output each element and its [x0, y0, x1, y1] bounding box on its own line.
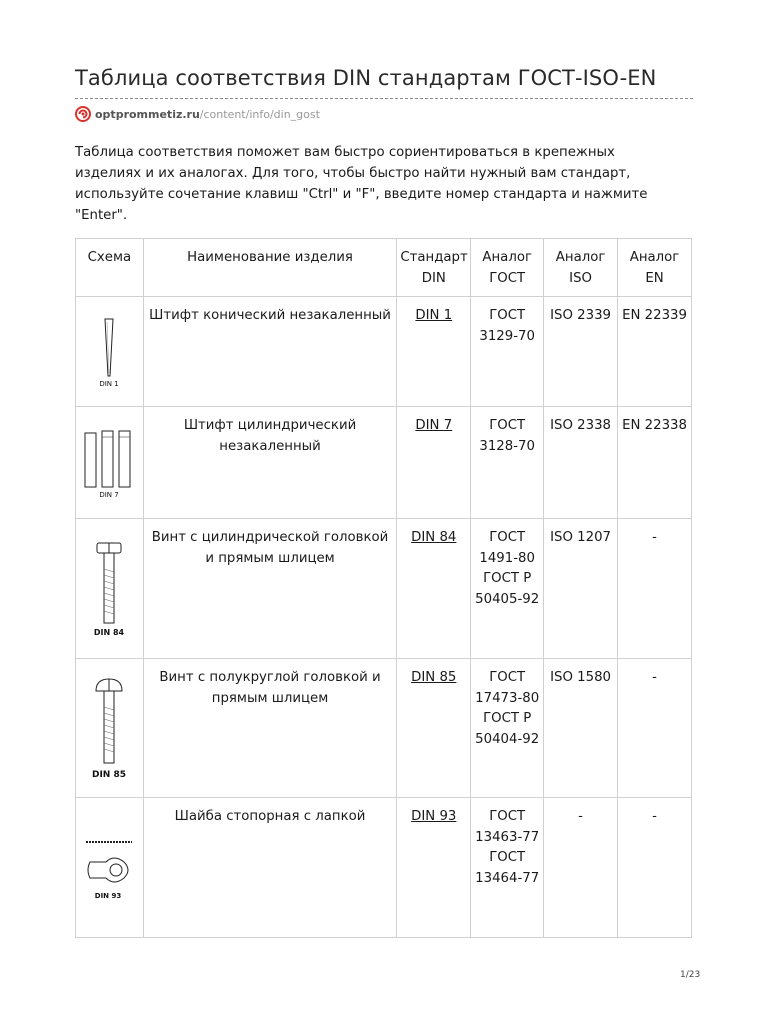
source-site[interactable]: optprommetiz.ru [95, 107, 200, 121]
scheme-caption: DIN 85 [92, 770, 127, 780]
scheme-cell [76, 798, 144, 938]
intro-paragraph: Таблица соответствия поможет вам быстро сориентироваться в крепежных изделиях и их аналогах. Для того, чтобы быстро найти нужный вам стандарт, используйте сочетание клавиш "Ctrl" и "F", введите номер стандарта и нажмите "Enter". [75, 145, 648, 223]
scheme-caption: DIN 93 [95, 891, 122, 900]
scheme-caption: DIN 1 [99, 379, 120, 388]
product-name: Винт с полукруглой головкой и прямым шлицем [143, 659, 397, 798]
product-name: Шайба стопорная с лапкой [143, 798, 397, 938]
scheme-caption: DIN 84 [94, 627, 125, 637]
table-row [76, 297, 692, 407]
site-favicon-icon [75, 106, 91, 122]
en-cell: - [618, 798, 692, 938]
din-gost-table [75, 238, 692, 938]
scheme-cell [76, 297, 144, 407]
iso-cell: ISO 2338 [544, 407, 618, 519]
iso-cell: - [544, 798, 618, 938]
scheme-caption: DIN 7 [99, 490, 120, 499]
title-divider [75, 98, 693, 99]
din-link[interactable]: DIN 85 [411, 670, 457, 685]
scheme-cell [76, 519, 144, 659]
din-85-screw-image [87, 675, 131, 781]
din-link[interactable]: DIN 1 [415, 308, 453, 323]
gost-cell: ГОСТ 3129-70 [471, 297, 544, 407]
iso-cell: ISO 2339 [544, 297, 618, 407]
din-cell[interactable] [397, 519, 471, 659]
din-1-pin-image [94, 316, 124, 388]
scheme-cell [76, 407, 144, 519]
source-url[interactable] [75, 106, 320, 122]
din-cell[interactable] [397, 407, 471, 519]
table-header-row [76, 239, 692, 297]
page-title: Таблица соответствия DIN стандартам ГОСТ-ISO-EN [75, 66, 657, 90]
en-cell: - [618, 659, 692, 798]
gost-cell: ГОСТ 13463-77 ГОСТ 13464-77 [471, 798, 544, 938]
header-din: Стандарт DIN [397, 239, 471, 297]
din-7-pin-image [81, 427, 137, 499]
din-link[interactable]: DIN 93 [411, 809, 457, 824]
scheme-cell [76, 659, 144, 798]
iso-cell: ISO 1207 [544, 519, 618, 659]
din-93-washer-image [80, 832, 138, 904]
product-name: Винт с цилиндрической головкой и прямым шлицем [143, 519, 397, 659]
en-cell: EN 22338 [618, 407, 692, 519]
table-row [76, 659, 692, 798]
din-cell[interactable] [397, 659, 471, 798]
din-cell[interactable] [397, 297, 471, 407]
en-cell: - [618, 519, 692, 659]
header-en: Аналог EN [618, 239, 692, 297]
din-cell[interactable] [397, 798, 471, 938]
table-row [76, 798, 692, 938]
din-84-screw-image [87, 539, 131, 639]
gost-cell: ГОСТ 1491-80 ГОСТ Р 50405-92 [471, 519, 544, 659]
page-number: 1/23 [680, 970, 701, 980]
product-name: Штифт цилиндрический незакаленный [143, 407, 397, 519]
header-gost: Аналог ГОСТ [471, 239, 544, 297]
en-cell: EN 22339 [618, 297, 692, 407]
table-row [76, 407, 692, 519]
source-path[interactable]: /content/info/din_gost [199, 107, 320, 121]
header-iso: Аналог ISO [544, 239, 618, 297]
gost-cell: ГОСТ 17473-80 ГОСТ Р 50404-92 [471, 659, 544, 798]
gost-cell: ГОСТ 3128-70 [471, 407, 544, 519]
table-row [76, 519, 692, 659]
din-link[interactable]: DIN 7 [415, 418, 453, 433]
header-name: Наименование изделия [143, 239, 397, 297]
product-name: Штифт конический незакаленный [143, 297, 397, 407]
iso-cell: ISO 1580 [544, 659, 618, 798]
header-scheme: Схема [76, 239, 144, 297]
din-link[interactable]: DIN 84 [411, 530, 457, 545]
